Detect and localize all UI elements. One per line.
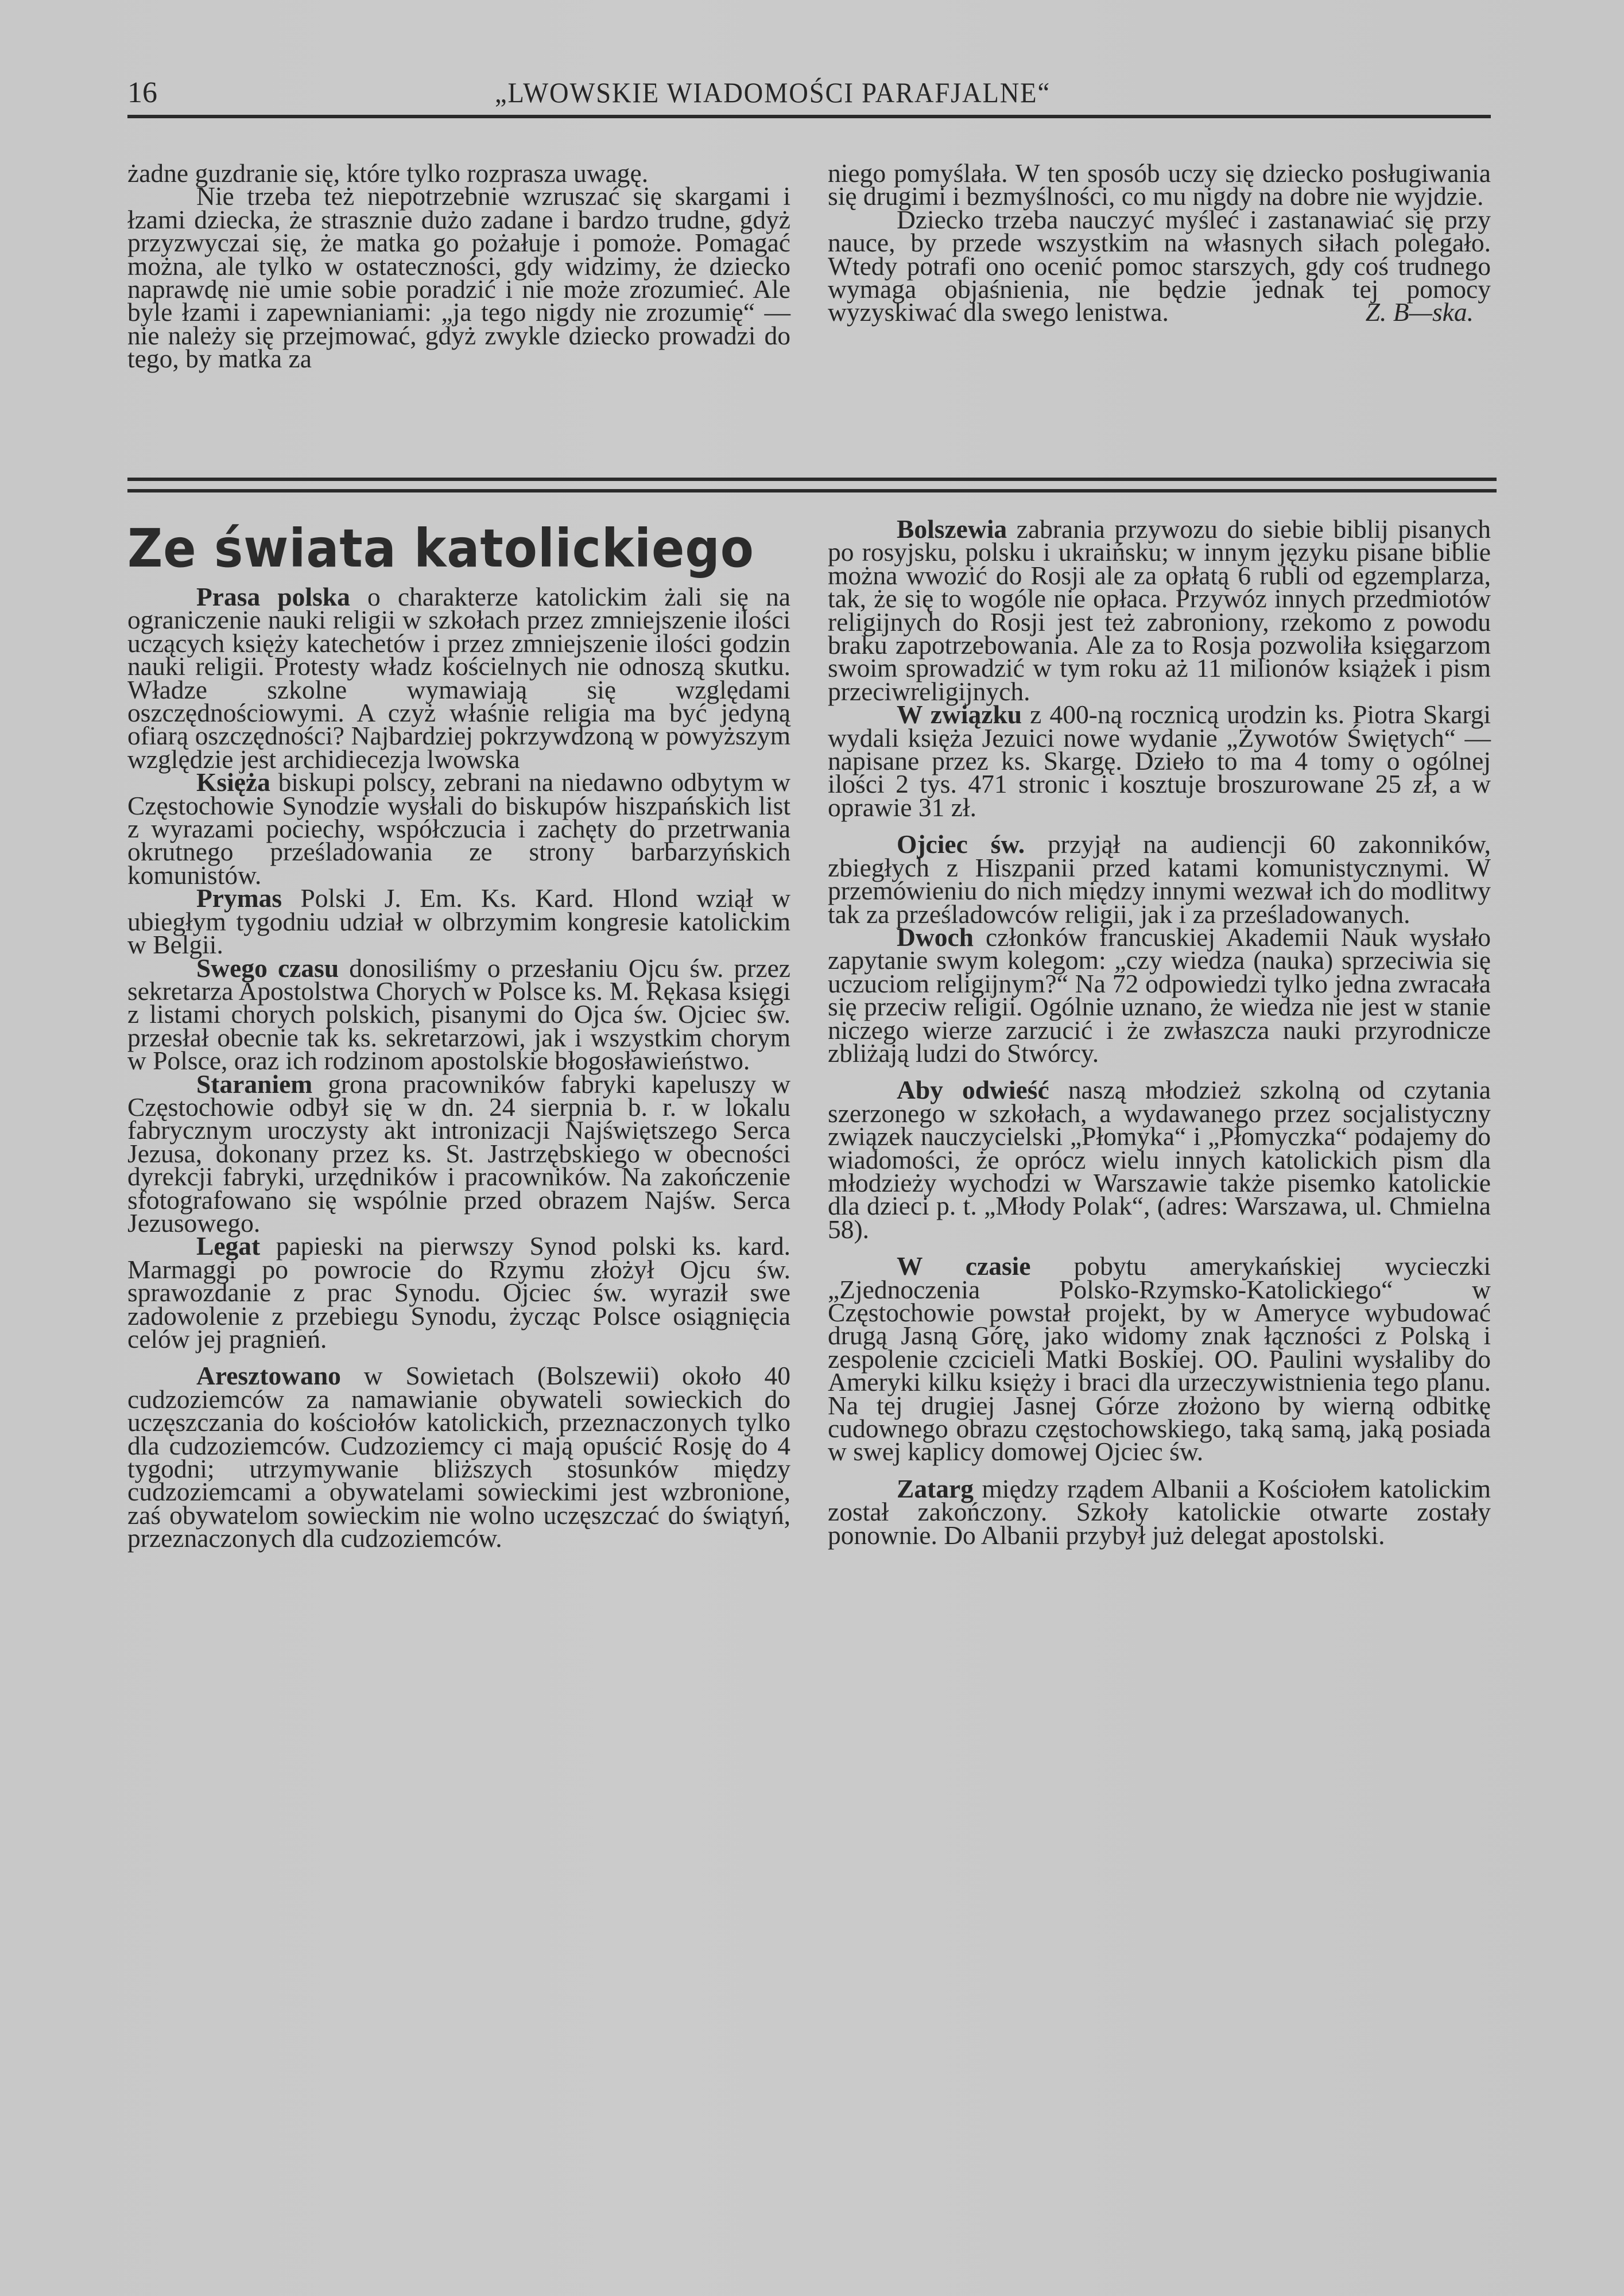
news-item-lead: Dwoch [897, 922, 974, 952]
news-item-text: w Sowietach (Bolszewii) około 40 cudzoziemców za namawianie obywateli sowieckich do uczęszczania do kościołów katolickich, przeznaczonych tylko dla cudzoziemców. Cudzoziemcy ci mają opuścić Rosję do 4 tygodni; utrzymywanie bliższych stosunków między cudzoziemcami a obywatelami sowieckimi jest wzbronione, zaś obywatelom sowieckim nie wolno uczęszczać do świątyń, przeznaczonych dla cudzoziemców. [127, 1361, 790, 1553]
news-item-text: pobytu amerykańskiej wycieczki „Zjednoczenia Polsko-Rzymsko-Katolickiego“ w Częstochowie powstał projekt, by w Ameryce wybudować drugą Jasną Górę, jako widomy znak łączności z Polską i zespolenie czcicieli Matki Boskiej. OO. Paulini wysłaliby do Ameryki kilku księży i braci dla urzeczywistnienia tego planu. Na tej drugiej Jasnej Górze złożono by wierną odbitkę cudownego obrazu częstochowskiego, taką samą, jaką posiada w swej kaplicy domowej Ojciec św. [828, 1251, 1491, 1467]
news-item-lead: Aby odwieść [897, 1075, 1049, 1105]
news-item-lead: Prasa polska [196, 582, 350, 611]
news-item [127, 883, 790, 960]
paragraph: żadne guzdranie się, które tylko rozprasza uwagę. [127, 158, 649, 188]
header-rule [127, 115, 1491, 118]
news-item-text: biskupi polscy, zebrani na niedawno odbytym w Częstochowie Synodzie wysłali do biskupów hiszpańskich list z wyrazami pociechy, współczucia i zachęty do przetrwania okrutnego prześladowania ze strony barbarzyńskich komunistów. [127, 767, 790, 890]
news-item-lead: Zatarg [897, 1473, 974, 1503]
news-item [127, 767, 790, 890]
paragraph: Nie trzeba też niepotrzebnie wzruszać się skargami i łzami dziecka, że strasznie dużo zadane i bardzo trudne, gdyż przyzwyczai się, że matka go pożałuje i pomoże. Pomagać można, ale tylko w ostateczności, gdy widzimy, że dziecko naprawdę nie umie sobie poradzić i nie może zrozumieć. Ale byle łzami i zapewnianiami: „ja tego nigdy nie zrozumię“ — nie należy się przejmować, gdyż zwykle dziecko prowadzi do tego, by matka za [127, 181, 790, 374]
news-item [127, 582, 790, 774]
news-item-text: przyjął na audiencji 60 zakonników, zbiegłych z Hiszpanii przed katami komunistycznymi. W przemówieniu do nich między innymi wezwał ich do modlitwy tak za prześladowców religii, jak i za prześladowanych. [828, 829, 1491, 929]
page-number: 16 [127, 76, 157, 109]
news-item-text: grona pracowników fabryki kapeluszy w Częstochowie odbył się w dn. 24 sierpnia b. r. w lokalu fabrycznym uroczysty akt intronizacji Najświętszego Serca Jezusa, dokonany przez ks. St. Jastrzębskiego w obecności dyrekcji fabryki, urzędników i pracowników. Na zakończenie sfotografowano się wspólnie przed obrazem Najśw. Serca Jezusowego. [127, 1069, 790, 1238]
news-item [828, 700, 1491, 822]
news-item-text: donosiliśmy o przesłaniu Ojcu św. przez sekretarza Apostolstwa Chorych w Polsce ks. M. Rękasa księgi z listami chorych polskich, pisanymi do Ojca św. Ojciec św. przesłał obecnie tak ks. sekretarzowi, jak i wszystkim chorym w Polsce, oraz ich rodzinom apostolskie błogosławieństwo. [127, 953, 791, 1076]
paragraph: niego pomyślała. W ten sposób uczy się dziecko posługiwania się drugimi i bezmyślności, co mu nigdy na dobre nie wyjdzie. [828, 158, 1491, 211]
news-item-text: o charakterze katolickim żali się na ograniczenie nauki religii w szkołach przez zmniejszenie ilości uczących księży katechetów i przez zmniejszenie ilości godzin nauki religii. Protesty władz kościelnych nie odnoszą skutku. Władze szkolne wymawiają się względami oszczędnościowymi. A czyż właśnie religia ma być jedyną ofiarą oszczędności? Najbardziej pokrzywdzoną w powyższym względzie jest archidiecezja lwowska [127, 582, 790, 774]
news-right-column [828, 514, 1491, 1550]
page-header [127, 73, 1494, 114]
news-item [828, 1473, 1491, 1550]
news-item [127, 1231, 790, 1353]
news-item [828, 514, 1491, 706]
news-item-text: z 400-ną rocznicą urodzin ks. Piotra Skargi wydali księża Jezuici nowe wydanie „Żywotów Świętych“ — napisane przez ks. Skargę. Dzieło to ma 4 tomy o ogólnej ilości 2 tys. 471 stronic i kosztuje broszurowane 25 zł, a w oprawie 31 zł. [828, 700, 1491, 822]
news-item-text: zabrania przywozu do siebie biblij pisanych po rosyjsku, polsku i ukraińsku; w innym języku pisane biblie można wwozić do Rosji ale za opłatą 6 rubli od egzemplarza, tak, że się to wogóle nie opłaca. Przywóz innych przedmiotów religijnych do Rosji jest też zabroniony, rzekomo z powodu braku zapotrzebowania. Ale za to Rosja pozwoliła księgarzom swoim sprowadzić w tym roku aż 11 milionów książek i pism przeciwreligijnych. [828, 514, 1491, 706]
section-title: Ze świata katolickiego [127, 518, 754, 579]
news-item-lead: Staraniem [196, 1069, 313, 1099]
section-divider [127, 478, 1497, 492]
news-item-lead: Swego czasu [196, 953, 339, 983]
news-item [828, 922, 1491, 1068]
news-item-lead: Księża [196, 767, 270, 797]
news-item [828, 829, 1491, 929]
news-item-lead: Aresztowano [196, 1361, 341, 1391]
news-item [127, 953, 791, 1076]
paragraph-text: Dziecko trzeba nauczyć myśleć i zastanawiać się przy nauce, by przede wszystkim na własnych siłach polegało. Wtedy potrafi ono ocenić pomoc starszych, gdy coś trudnego wymaga objaśnienia, nie będzie jednak tej pomocy wyzyskiwać dla swego lenistwa. [828, 204, 1491, 327]
news-item-lead: W czasie [897, 1251, 1031, 1281]
author-signature: Z. B—ska. [1365, 297, 1474, 327]
news-item-text: członków francuskiej Akademii Nauk wysłało zapytanie swym kolegom: „czy wiedza (nauka) sprzeciwia się uczuciom religijnym?“ Na 72 odpowiedzi tylko jedna zwracała się przeciw religii. Ogólnie uznano, że wiedza nie jest w stanie niczego wierze zarzucić i że zwłaszcza nauki przyrodnicze zbliżają ludzi do Stwórcy. [828, 922, 1491, 1068]
news-item-lead: Ojciec św. [897, 829, 1025, 859]
news-item [127, 1069, 790, 1238]
news-item [828, 1251, 1491, 1467]
news-item-lead: Legat [196, 1231, 261, 1261]
news-item-text: Polski J. Em. Ks. Kard. Hlond wziął w ubiegłym tygodniu udział w olbrzymim kongresie katolickim w Belgii. [127, 883, 790, 960]
news-item-text: naszą młodzież szkolną od czytania szerzonego w szkołach, a wydawanego przez socjalistyczny związek nauczycielski „Płomyka“ i „Płomyczka“ podajemy do wiadomości, że oprócz wielu innych katolickich pism dla młodzieży wychodzi w Warszawie także pisemko katolickie dla dzieci p. t. „Młody Polak“, (adres: Warszawa, ul. Chmielna 58). [828, 1075, 1491, 1244]
paragraph [828, 204, 1491, 327]
news-item-lead: Bolszewia [897, 514, 1007, 544]
news-item-lead: Prymas [196, 883, 282, 913]
news-item [127, 1361, 790, 1553]
running-title: „LWOWSKIE WIADOMOŚCI PARAFJALNE“ [495, 76, 1051, 108]
previous-article-right-column [828, 158, 1491, 327]
news-item-lead: W związku [897, 700, 1022, 730]
news-item [828, 1075, 1491, 1244]
previous-article-left-column [127, 158, 790, 374]
news-item-text: między rządem Albanii a Kościołem katolickim został zakończony. Szkoły katolickie otwarte zostały ponownie. Do Albanii przybył już delegat apostolski. [828, 1473, 1491, 1550]
news-item-text: papieski na pierwszy Synod polski ks. kard. Marmaggi po powrocie do Rzymu złożył Ojcu św. sprawozdanie z prac Synodu. Ojciec św. wyraził swe zadowolenie z przebiegu Synodu, życząc Polsce osiągnięcia celów jej pragnień. [127, 1231, 790, 1353]
news-left-column [127, 582, 791, 1553]
